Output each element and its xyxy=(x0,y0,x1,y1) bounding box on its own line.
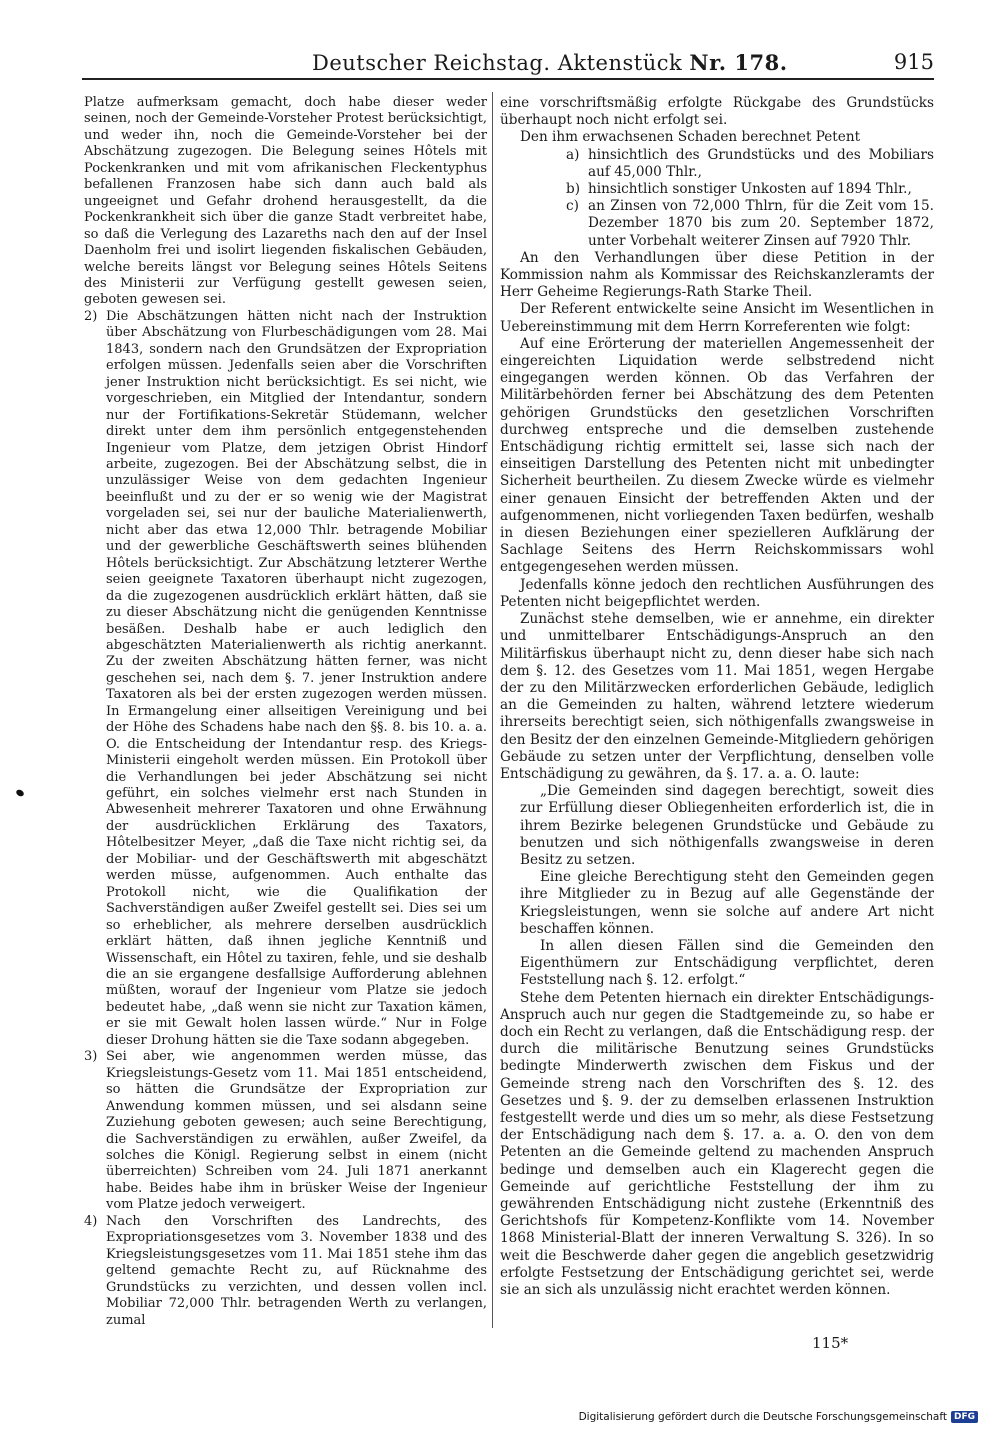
list-item-number: 3) xyxy=(84,1049,98,1065)
list-item-text: Sei aber, wie angenommen werden müsse, das Kriegsleistungs-Gesetz vom 11. Mai 1851 entscheidend, so hätten die Grundsätze der Expropriation zur Anwendung kommen müssen, und sei alsdann seine Zuziehung geboten gewesen; auch seine Berechtigung, die Sachverständigen zu erwählen, außer Zweifel, da solches die Königl. Regierung selbst in einem (nicht überreichten) Schreiben vom 24. Juli 1871 anerkannt habe. Beides habe ihm in brüsker Weise der Ingenieur vom Platze jedoch verweigert. xyxy=(106,1049,487,1213)
damage-item-text: hinsichtlich des Grundstücks und des Mobiliars auf 45,000 Thlr., xyxy=(588,146,934,180)
referent-paragraph: Der Referent entwickelte seine Ansicht im Wesentlichen in Uebereinstimmung mit dem Herrn Korreferenten wie folgt: xyxy=(500,301,934,335)
left-intro-paragraph: Platze aufmerksam gemacht, doch habe dieser weder seinen, noch der Gemeinde-Vorsteher Protest berücksichtigt, und weder ihn, noch die Gemeinde-Vorsteher bei der Abschätzung zugezogen. Die Belegung seines Hôtels mit Pockenkranken und mit vom afrikanischen Fleckentyphus befallenen Franzosen habe sich dann auch bald als ungeeignet und Gefahr drohend herausgestellt, da die Pockenkrankheit sich über die ganze Stadt verbreitet habe, so daß die Verlegung des Lazareths nach den auf der Insel Daenholm frei und isolirt liegenden fiskalischen Gebäuden, welche bereits längst vor Belegung seines Hôtels Seitens des Ministerii zur Verfügung gestellt gewesen seien, geboten gewesen sei. xyxy=(84,95,487,308)
column-divider xyxy=(492,92,493,1328)
damage-item-text: hinsichtlich sonstiger Unkosten auf 1894 Thlr., xyxy=(588,181,912,198)
quote-paragraph: „Die Gemeinden sind dagegen berechtigt, soweit dies zur Erfüllung dieser Obliegenheiten erforderlich ist, die in ihrem Bezirke belegenen Grundstücke und Gebäude zu benutzen und sich nöthigenfalls zwangsweise in deren Besitz zu setzen. xyxy=(520,783,934,868)
damage-item-a xyxy=(500,147,934,181)
list-item-text: Nach den Vorschriften des Landrechts, des Expropriationsgesetzes vom 3. November 1838 und des Kriegsleistungsgesetzes vom 11. Mai 1851 stehe ihm das geltend gemachte Recht zu, auf Rücknahme des Grundstücks zu verzichten, und dessen vollen incl. Mobiliar 72,000 Thlr. betragenden Werth zu verlangen, zumal xyxy=(106,1213,487,1328)
law-quote xyxy=(500,783,934,989)
legal-paragraph: Jedenfalls könne jedoch den rechtlichen Ausführungen des Petenten nicht beigepflichtet werden. xyxy=(500,576,934,610)
damage-item-letter: a) xyxy=(566,146,580,163)
assessment-paragraph: Auf eine Erörterung der materiellen Angemessenheit der eingereichten Liquidation werde selbstredend nicht eingegangen werden können. Ob das Verfahren der Militärbehörden ferner bei Abschätzung des dem Petenten gehörigen Grundstücks den gesetzlichen Vorschriften durchweg entspreche und die demselben zustehende Entschädigung richtig ermittelt sei, lasse sich nach der einseitigen Darstellung des Petenten nicht mit unbedingter Sicherheit beurtheilen. Zu diesem Zwecke würde es vielmehr einer genauen Einsicht der betreffenden Akten und der aufgenommenen, nicht vorliegenden Taxen bedürfen, weshalb in diesen Beziehungen einer spezielleren Aufklärung der Sachlage Seitens des Herrn Reichskommissars wohl entgegengesehen werden müssen. xyxy=(500,335,934,576)
list-item-text: Die Abschätzungen hätten nicht nach der Instruktion über Abschätzung von Flurbeschädigungen vom 28. Mai 1843, sondern nach den Grundsätzen der Expropriation erfolgen müssen. Jedenfalls seien aber die Vorschriften jener Instruktion nicht berücksichtigt. Es sei nicht, wie vorgeschrieben, ein Mitglied der Intendantur, sondern nur der Fortifikations-Sekretär Stüdemann, welcher direkt unter dem ihm persönlich entgegenstehenden Ingenieur vom Platze, dem jetzigen Obrist Hindorf arbeite, zugezogen. Bei der Abschätzung selbst, die in unzulässiger Weise von dem gedachten Ingenieur beeinflußt und zu der er so wenig wie der Magistrat vorgeladen sei, sei nur der bauliche Materialienwerth, nicht aber das etwa 12,000 Thlr. betragende Mobiliar und der gewerbliche Geschäftswerth seines blühenden Hôtels berücksichtigt. Zur Abschätzung letzterer Werthe seien geeignete Taxatoren überhaupt nicht zugezogen, da die zugezogenen ausdrücklich erklärt hätten, daß sie zu dieser Abschätzung nicht die genügenden Kenntnisse besäßen. Deshalb habe er auch lediglich den abgeschätzten Materialienwerth als richtig anerkannt. Zu der zweiten Abschätzung hätten ferner, was nicht geschehen sei, nach dem §. 7. jener Instruktion andere Taxatoren als bei der ersten zugezogen werden müssen. In Ermangelung einer allseitigen Vereinigung und bei der Höhe des Schadens habe nach den §§. 8. bis 10. a. a. O. die Entscheidung der Intendantur resp. des Kriegs-Ministerii eingeholt werden müssen. Ein Protokoll über die Verhandlungen bei jeder Abschätzung sei nicht geführt, ein solches vielmehr erst nach Stunden in Abwesenheit mehrerer Taxatoren und ohne Erwähnung der ausdrücklichen Erklärung des Taxators, Hôtelbesitzer Meyer, „daß die Taxe nicht richtig sei, da der Mobiliar- und der Geschäftswerth mit abgeschätzt werden müsse, aufgenommen. Auch enthalte das Protokoll nicht, wie die Qualifikation der Sachverständigen außer Zweifel gestellt sei. Dies sei um so erheblicher, als mehrere derselben ausdrücklich erklärt hätten, daß ihnen jegliche Kenntniß und Wissenschaft, ein Hôtel zu taxiren, fehle, und sie deshalb die an sie ergangene desfallsige Aufforderung ablehnen müßten, worauf der Ingenieur vom Platze sie jedoch bedeutet habe, „daß wenn sie nicht zur Taxation kämen, er sie mit Gewalt holen lassen würde.“ Nur in Folge dieser Drohung hätten sie die Taxe sodann abgegeben. xyxy=(106,308,487,1048)
digitization-credit xyxy=(579,1411,978,1423)
quote-paragraph: In allen diesen Fällen sind die Gemeinden den Eigenthümern zur Entschädigung verpflichtet, deren Feststellung nach §. 12. erfolgt.“ xyxy=(520,937,934,989)
header-title-prefix: Deutscher Reichstag. Aktenstück xyxy=(312,51,683,75)
damage-item-text: an Zinsen von 72,000 Thlrn, für die Zeit vom 15. Dezember 1870 bis zum 20. September 1872, unter Vorbehalt weiterer Zinsen auf 7920 Thlr. xyxy=(588,198,934,249)
sheet-signature: 115* xyxy=(812,1334,849,1352)
page-number: 915 xyxy=(893,50,934,74)
quote-paragraph: Eine gleiche Berechtigung steht den Gemeinden gegen ihre Mitglieder zu in Bezug auf alle Gegenstände der Kriegsleistungen, wenn sie solche auf andere Art nicht beschaffen können. xyxy=(520,869,934,937)
page-header xyxy=(82,48,934,80)
list-item-number: 4) xyxy=(84,1213,98,1229)
right-intro-paragraph: eine vorschriftsmäßig erfolgte Rückgabe des Grundstücks überhaupt noch nicht erfolgt sei. xyxy=(500,95,934,129)
list-item-number: 2) xyxy=(84,308,98,324)
right-column xyxy=(500,95,934,1299)
left-column xyxy=(84,95,487,1329)
list-item-4 xyxy=(84,1214,487,1329)
conclusion-paragraph: Stehe dem Petenten hiernach ein direkter Entschädigungs-Anspruch auch nur gegen die Stadtgemeinde zu, so habe er doch ein Recht zu verlangen, daß die Entschädigung resp. der durch die militärische Benutzung seines Grundstücks bedingte Minderwerth zwischen dem Fiskus und der Gemeinde streng nach den Vorschriften des §. 12. des Gesetzes und §. 9. der zu demselben erlassenen Instruktion festgestellt werde und dies um so mehr, als diese Festsetzung der Entschädigung nach dem §. 17. a. a. O. den von dem Petenten an die Gemeinde geltend zu machenden Anspruch bedinge und demselben auch ein Klagerecht gegen die Gemeinde auf gerichtliche Feststellung der ihm zu gewährenden Entschädigung nicht zustehe (Erkenntniß des Gerichtshofs für Kompetenz-Konflikte vom 14. November 1868 Ministerial-Blatt der inneren Verwaltung S. 326). In so weit die Beschwerde daher gegen die angeblich gesetzwidrig erfolgte Festsetzung der Entschädigung gerichtet sei, werde sie an sich als unzulässig nicht erachtet werden können. xyxy=(500,989,934,1299)
header-document-number: Nr. 178. xyxy=(689,50,788,75)
commission-paragraph: An den Verhandlungen über diese Petition in der Kommission nahm als Kommissar des Reichskanzleramts der Herr Geheime Regierungs-Rath Starke Theil. xyxy=(500,249,934,301)
ink-speck xyxy=(15,788,25,797)
claim-paragraph: Zunächst stehe demselben, wie er annehme, ein direkter und unmittelbarer Entschädigungs-Anspruch an den Militärfiskus überhaupt nicht zu, denn dieser habe sich nach dem §. 12. des Gesetzes vom 11. Mai 1851, wegen Hergabe der zu den Militärzwecken erforderlichen Gebäude, lediglich an die Gemeinden zu halten, während letztere wiederum ihrerseits berechtigt seien, sich nöthigenfalls zwangsweise in den Besitz der den einzelnen Gemeinde-Mitgliedern gehörigen Gebäude zu setzen unter der Verpflichtung, denselben volle Entschädigung zu gewähren, da §. 17. a. a. O. laute: xyxy=(500,611,934,782)
damage-item-letter: b) xyxy=(566,181,581,198)
damage-item-b xyxy=(500,181,934,198)
list-item-2 xyxy=(84,309,487,1049)
damage-item-letter: c) xyxy=(566,198,579,215)
dfg-logo: DFG xyxy=(951,1411,978,1423)
damage-intro: Den ihm erwachsenen Schaden berechnet Petent xyxy=(520,129,861,146)
credit-text: Digitalisierung gefördert durch die Deutsche Forschungsgemeinschaft xyxy=(578,1411,947,1423)
header-title xyxy=(312,50,788,75)
damage-item-c xyxy=(500,198,934,250)
list-item-3 xyxy=(84,1049,487,1214)
